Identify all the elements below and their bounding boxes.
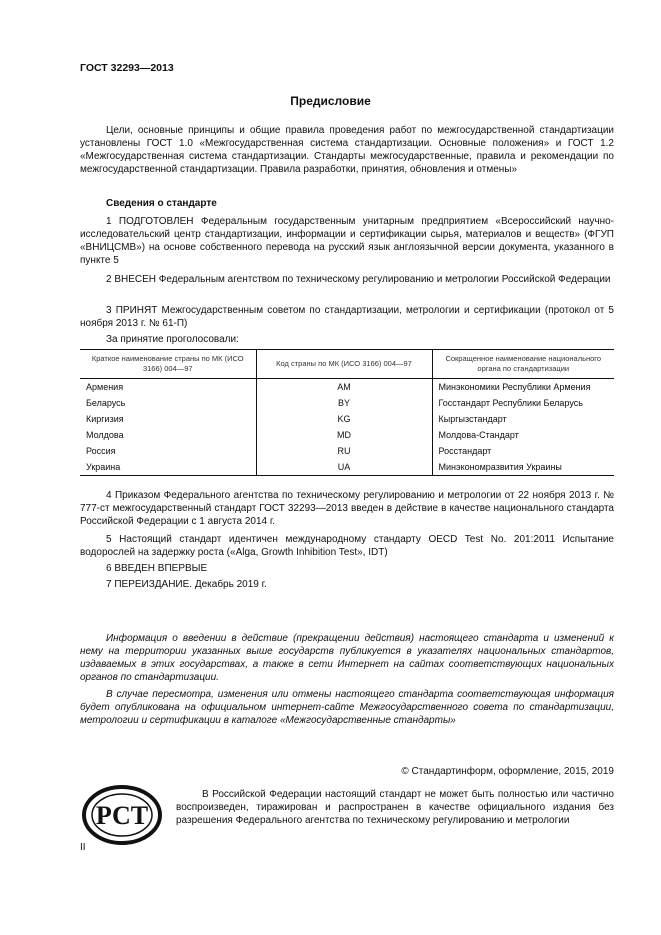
- copyright-line: © Стандартинформ, оформление, 2015, 2019: [401, 766, 614, 777]
- country-cell: Россия: [86, 446, 116, 456]
- item-adopted: 3 ПРИНЯТ Межгосударственным советом по стандартизации, метрологии и сертификации (протокол от 5 ноября 2013 г. № 61-П): [80, 305, 614, 329]
- table-row: [80, 427, 614, 443]
- item-prepared: 1 ПОДГОТОВЛЕН Федеральным государственным унитарным предприятием «Всероссийский научно-исследовательский центр стандартизации, информации и сертификации сырья, материалов и веществ» (ФГУП «ВНИЦСМВ») на основе собственного перевода на русский язык англоязычной версии документа, указанного в пункте 5: [80, 216, 614, 266]
- vote-table-header: [80, 350, 614, 379]
- authority-cell: Госстандарт Республики Беларусь: [432, 395, 614, 411]
- country-cell: Армения: [86, 382, 124, 392]
- table-row: [80, 379, 614, 396]
- code-cell: MD: [256, 427, 432, 443]
- table-row: [80, 395, 614, 411]
- logo-lettering: РСТ: [95, 801, 149, 830]
- authority-cell: Минэкономики Республики Армения: [432, 379, 614, 396]
- authority-cell: Росстандарт: [432, 443, 614, 459]
- authority-cell: Молдова-Стандарт: [432, 427, 614, 443]
- page-title: Предисловие: [290, 94, 371, 108]
- vote-table: [80, 349, 614, 476]
- header-authority: Сокращенное наименование национального органа по стандартизации: [432, 350, 614, 379]
- header-code: Код страны по МК (ИСО 3166) 004—97: [256, 350, 432, 379]
- authority-cell: Кыргызстандарт: [432, 411, 614, 427]
- copyright-notice: [176, 788, 614, 827]
- header-country: Краткое наименование страны по МК (ИСО 3166) 004—97: [80, 350, 256, 379]
- country-cell: Киргизия: [86, 414, 124, 424]
- table-row: [80, 411, 614, 427]
- vote-intro: За принятие проголосовали:: [106, 334, 239, 345]
- section-heading: Сведения о стандарте: [106, 198, 217, 209]
- country-cell: Молдова: [86, 430, 124, 440]
- item-identical: 5 Настоящий стандарт идентичен международному стандарту OECD Test No. 201:2011 Испытание водорослей на задержку роста («Alga, Growth Inhibition Test», IDT): [80, 534, 614, 558]
- info-paragraph-2: В случае пересмотра, изменения или отмены настоящего стандарта соответствующая информация будет опубликована на официальном интернет-сайте Межгосударственного совета по стандартизации, метрологии и сертификации в каталоге «Межгосударственные стандарты»: [80, 689, 614, 726]
- document-id: ГОСТ 32293—2013: [80, 62, 174, 74]
- code-cell: RU: [256, 443, 432, 459]
- page-number: II: [80, 842, 86, 853]
- authority-cell: Минэкономразвития Украины: [432, 459, 614, 476]
- country-cell: Украина: [80, 459, 256, 476]
- item-first-introduced: 6 ВВЕДЕН ВПЕРВЫЕ: [106, 563, 208, 574]
- code-cell: UA: [256, 459, 432, 476]
- item-introduced: 2 ВНЕСЕН Федеральным агентством по техническому регулированию и метрологии Российской Федерации: [106, 274, 611, 285]
- item-enacted: 4 Приказом Федерального агентства по техническому регулированию и метрологии от 22 ноября 2013 г. № 777-ст межгосударственный стандарт ГОСТ 32293—2013 введен в действие в качестве национального стандарта Российской Федерации с 1 августа 2014 г.: [80, 490, 614, 527]
- code-cell: AM: [256, 379, 432, 396]
- intro-paragraph: Цели, основные принципы и общие правила проведения работ по межгосударственной стандартизации установлены ГОСТ 1.0 «Межгосударственная система стандартизации. Основные положения» и ГОСТ 1.2 «Межгосударственная система стандартизации. Стандарты межгосударственные, правила и рекомендации по межгосударственной стандартизации. Правила разработки, принятия, обновления и отмены»: [80, 125, 614, 175]
- table-row: [80, 459, 614, 476]
- country-cell: Беларусь: [86, 398, 126, 408]
- code-cell: KG: [256, 411, 432, 427]
- notice-text: В Российской Федерации настоящий стандарт не может быть полностью или частично воспроизведен, тиражирован и распространен в качестве официального издания без разрешения Федерального агентства по техническому регулированию и метрологии: [176, 789, 614, 826]
- table-row: [80, 443, 614, 459]
- info-paragraph-1: Информация о введении в действие (прекращении действия) настоящего стандарта и изменений к нему на территории указанных выше государств публикуется в указателях национальных стандартов, издаваемых в этих государствах, а также в сети Интернет на сайтах соответствующих национальных органов по стандартизации.: [80, 633, 614, 683]
- item-reissue: 7 ПЕРЕИЗДАНИЕ. Декабрь 2019 г.: [106, 579, 267, 590]
- rst-certification-logo-icon: [80, 782, 166, 848]
- code-cell: BY: [256, 395, 432, 411]
